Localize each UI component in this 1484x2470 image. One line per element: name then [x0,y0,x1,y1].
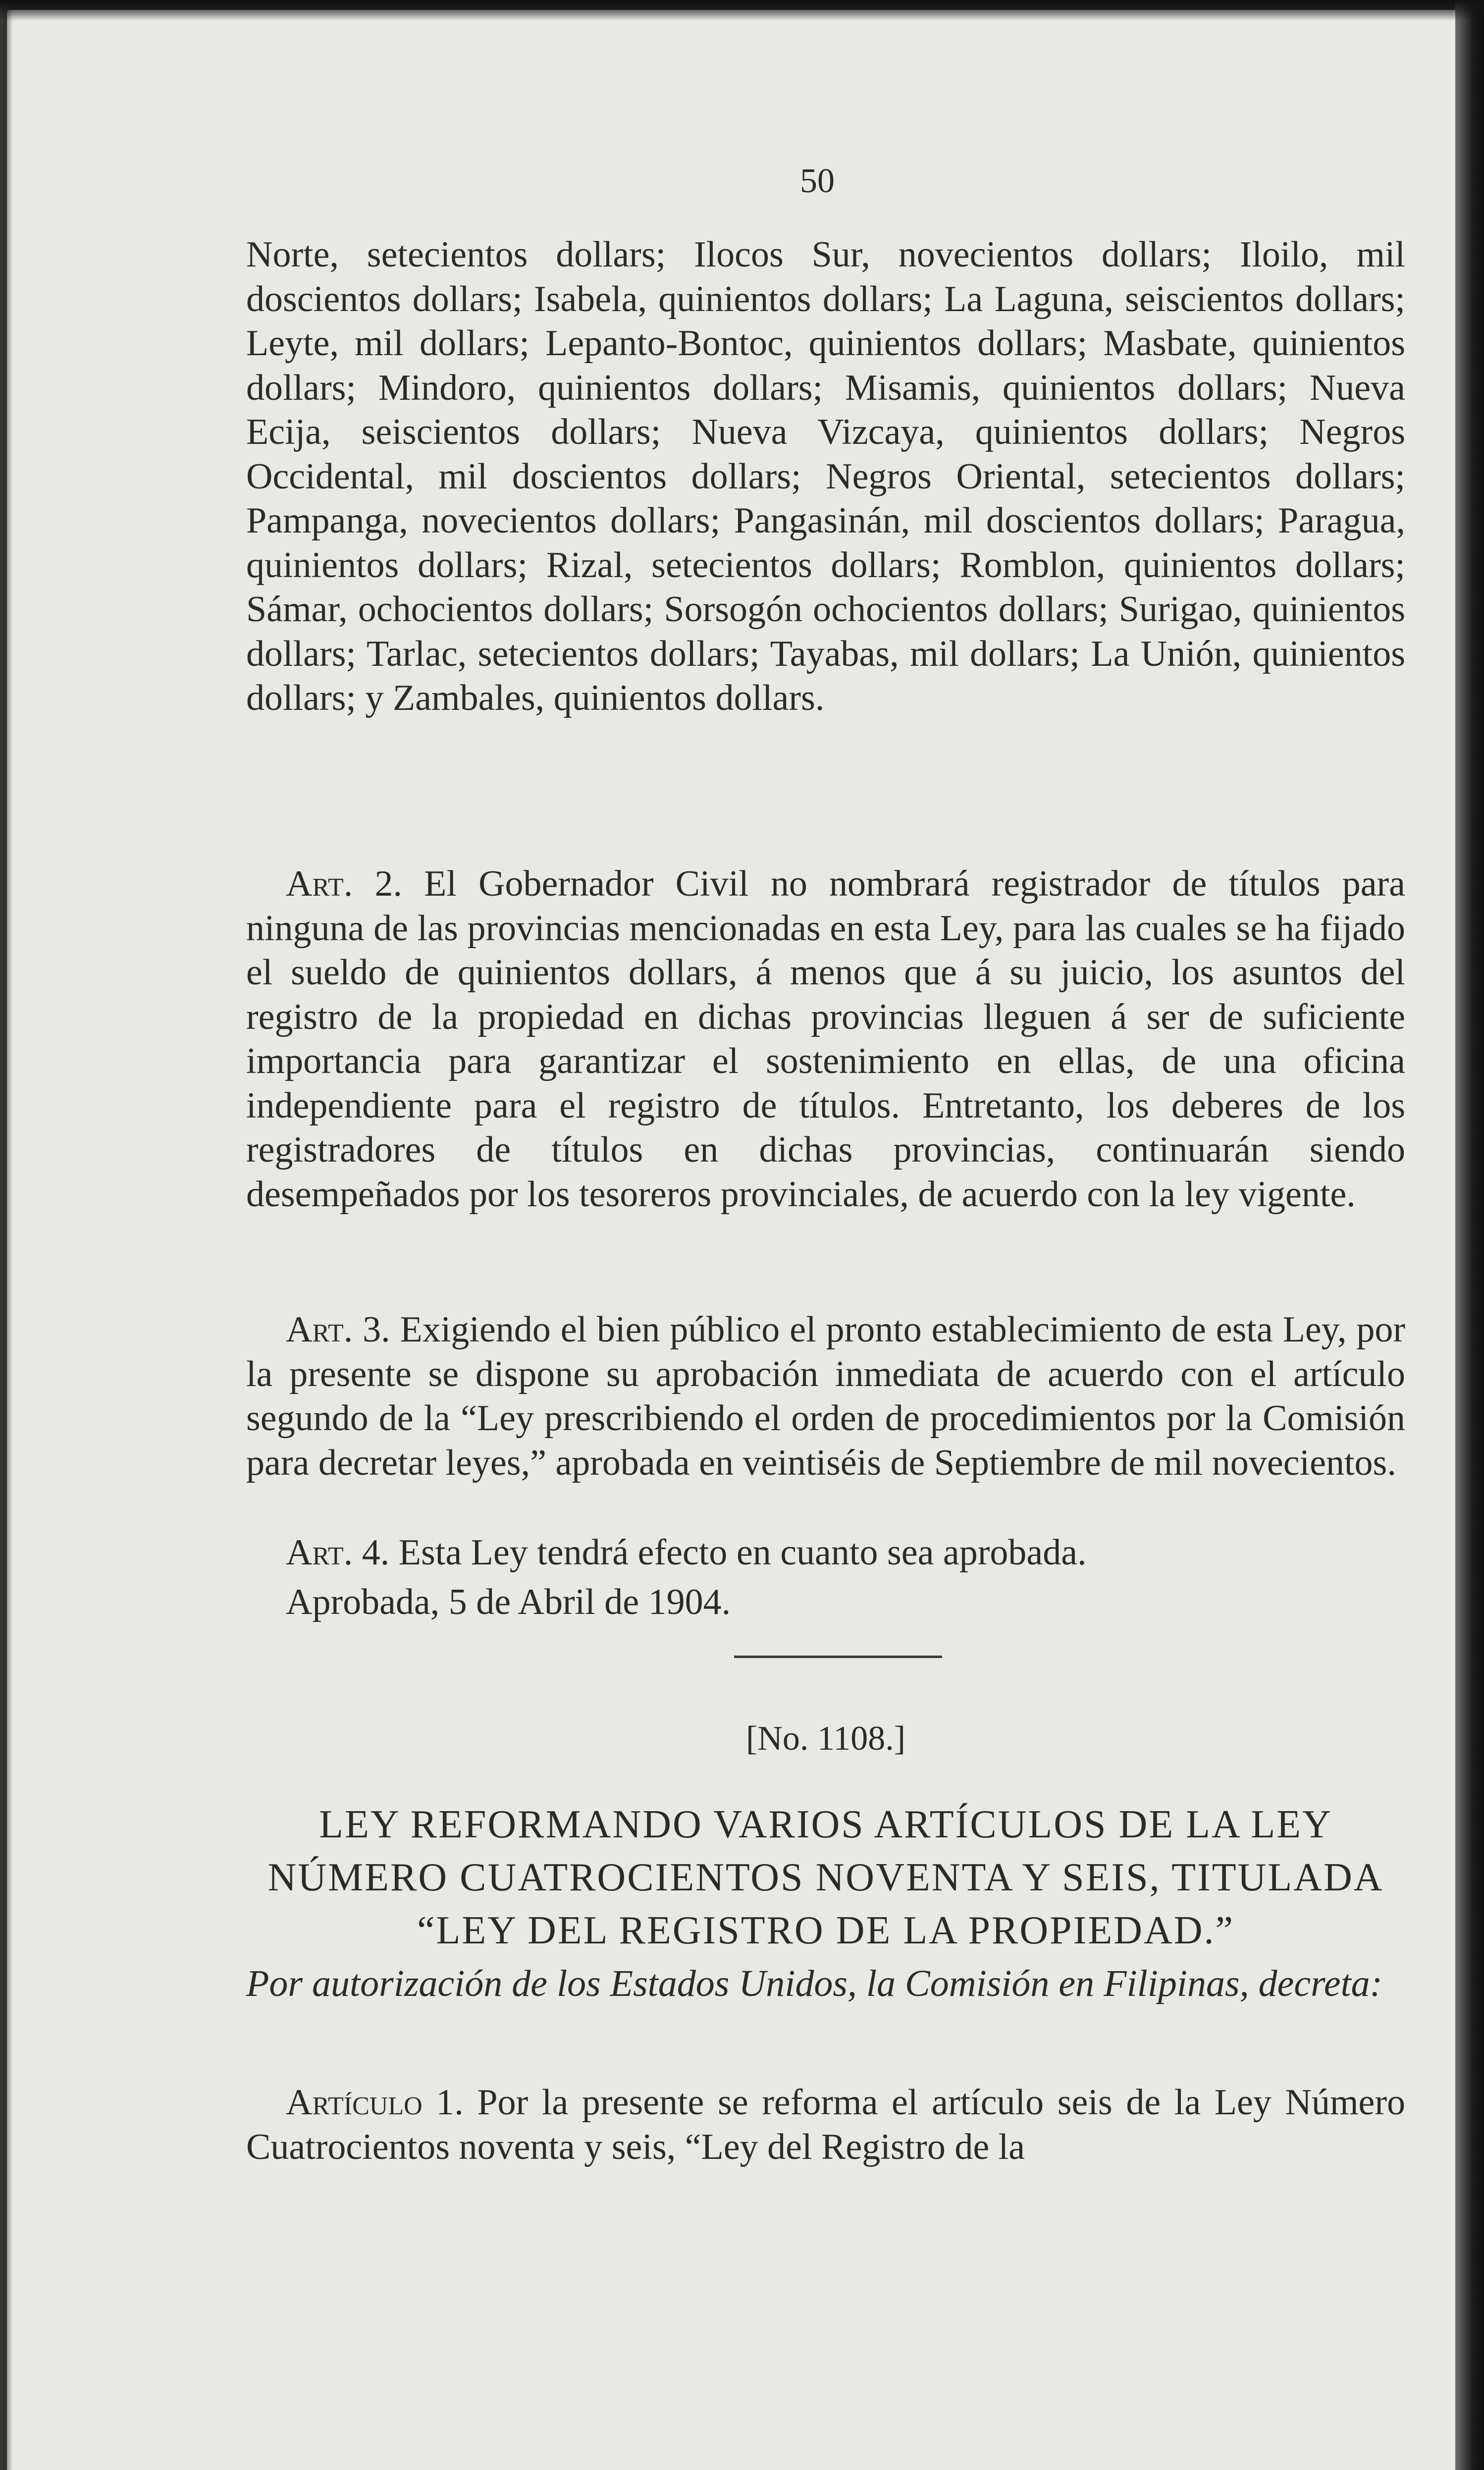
approval-date: Aprobada, 5 de Abril de 1904. [286,1582,731,1622]
page-number: 50 [800,162,835,200]
article-1 [246,2081,1405,2169]
article-4-text: Esta Ley tendrá efecto en cuanto sea aprobada. [398,1532,1087,1573]
article-4-label: Art. 4. [286,1532,390,1573]
section-divider [734,1656,942,1658]
continuation-paragraph: Norte, setecientos dollars; Ilocos Sur, novecientos dollars; Iloilo, mil doscientos dollars; Isabela, quinientos dollars; La Laguna, seiscientos dollars; Leyte, mil dollars; Lepanto-Bontoc, quinientos dollars; Masbate, quinientos dollars; Mindoro, quinientos dollars; Misamis, quinientos dollars; Nueva Ecija, seiscientos dollars; Nueva Vizcaya, quinientos dollars; Negros Occidental, mil doscientos dollars; Negros Oriental, setecientos dollars; Pampanga, novecientos dollars; Pangasinán, mil doscientos dollars; Paragua, quinientos dollars; Rizal, setecientos dollars; Romblon, quinientos dollars; Sámar, ochocientos dollars; Sorsogón ochocientos dollars; Surigao, quinientos dollars; Tarlac, setecientos dollars; Tayabas, mil dollars; La Unión, quinientos dollars; y Zambales, quinientos dollars. [246,234,1405,718]
article-2-text: El Gobernador Civil no nombrará registrador de títulos para ninguna de las provincias mencionadas en esta Ley, para las cuales se ha fijado el sueldo de quinientos dollars, á menos que á su juicio, los asuntos del registro de la propiedad en dichas provincias lleguen á ser de suficiente importancia para garantizar el sostenimiento en ellas, de una oficina independiente para el registro de títulos. Entretanto, los deberes de los registradores de títulos en dichas provincias, continuarán siendo desempeñados por los tesoreros provinciales, de acuerdo con la ley vigente. [246,863,1406,1215]
article-4 [246,1531,1405,1575]
page-left-edge [0,0,13,2470]
top-edge-shadow [0,0,1484,21]
bill-title: LEY REFORMANDO VARIOS ARTÍCULOS DE LA LEY NÚMERO CUATROCIENTOS NOVENTA Y SEIS, TITULADA “LEY DEL REGISTRO DE LA PROPIEDAD.” [267,1803,1384,1952]
article-3-text: Exigiendo el bien público el pronto establecimiento de esta Ley, por la presente se dispone su aprobación inmediata de acuerdo con el artículo segundo de la “Ley prescribiendo el orden de procedimientos por la Comisión para decretar leyes,” aprobada en veintiséis de Septiembre de mil novecientos. [246,1309,1406,1483]
article-1-label: Artículo 1. [286,2082,464,2123]
article-2-label: Art. 2. [286,863,402,904]
enacting-clause: Por autorización de los Estados Unidos, la Comisión en Filipinas, decreta: [246,1963,1382,2004]
article-3-label: Art. 3. [286,1309,390,1350]
bill-number: [No. 1108.] [745,1719,906,1758]
article-1-text: Por la presente se reforma el artículo seis de la Ley Número Cuatrocientos noventa y seis, “Ley del Registro de la [246,2082,1405,2167]
article-2 [246,862,1405,1217]
article-3 [246,1308,1405,1485]
book-spine-shadow [1455,0,1484,2470]
